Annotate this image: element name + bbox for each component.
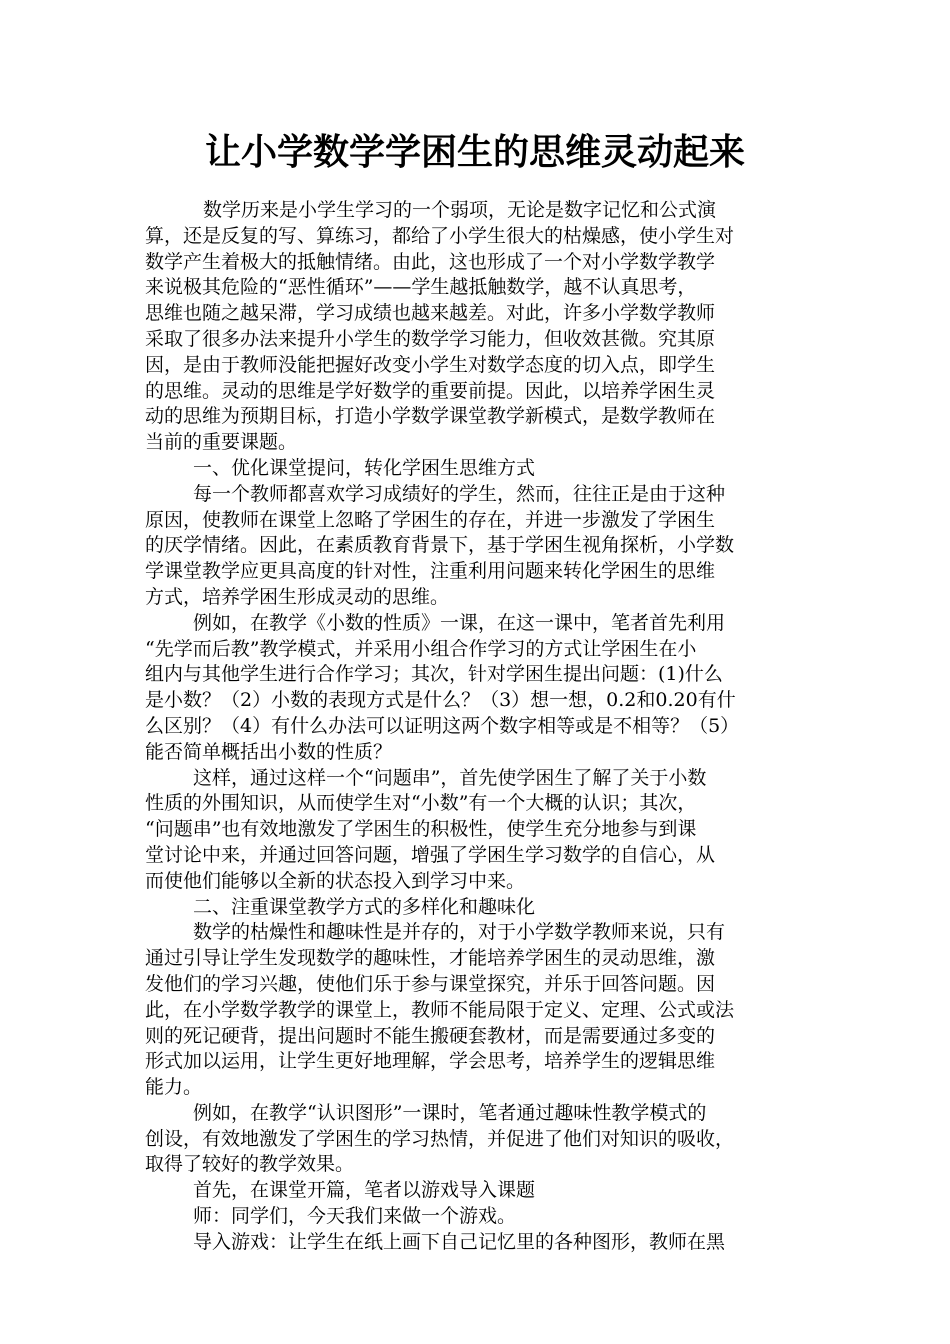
text-line: 数学历来是小学生学习的一个弱项，无论是数字记忆和公式演 [203,199,717,221]
text-line: 首先，在课堂开篇，笔者以游戏导入课题 [193,1179,536,1202]
text-line: 则的死记硬背，提出问题时不能生搬硬套教材，而是需要通过多变的 [145,1024,716,1047]
text-line: 数学的枯燥性和趣味性是并存的，对于小学数学教师来说，只有 [193,921,726,944]
text-line: 数学产生着极大的抵触情绪。由此，这也形成了一个对小学数学教学 [145,250,716,273]
text-line: 方式，培养学困生形成灵动的思维。 [145,585,450,608]
text-line: 来说极其危险的“恶性循环”——学生越抵触数学，越不认真思考， [145,276,697,299]
text-line: 能否简单概括出小数的性质？ [145,740,393,763]
text-line: “问题串”也有效地激发了学困生的积极性，使学生充分地参与到课 [145,818,697,841]
document-body [145,198,813,1256]
text-line: 例如，在教学“认识图形”一课时，笔者通过趣味性教学模式的 [193,1101,707,1124]
text-line: 思维也随之越呆滞，学习成绩也越来越差。对此，许多小学数学教师 [145,302,716,325]
text-line: 能力。 [145,1076,203,1099]
text-line: “先学而后教”教学模式，并采用小组合作学习的方式让学困生在小 [145,637,697,660]
text-line: 发他们的学习兴趣，使他们乐于参与课堂探究，并乐于回答问题。因 [145,972,716,995]
text-line: 采取了很多办法来提升小学生的数学学习能力，但收效甚微。究其原 [145,327,716,350]
text-line: 么区别？（4）有什么办法可以证明这两个数字相等或是不相等？（5） [145,714,740,737]
text-line: 导入游戏：让学生在纸上画下自己记忆里的各种图形，教师在黑 [193,1230,726,1253]
text-line: 动的思维为预期目标，打造小学数学课堂教学新模式，是数学教师在 [145,405,716,428]
text-line: 形式加以运用，让学生更好地理解，学会思考，培养学生的逻辑思维 [145,1050,716,1073]
text-line: 创设，有效地激发了学困生的学习热情，并促进了他们对知识的吸收， [145,1127,735,1150]
text-line: 的思维。灵动的思维是学好数学的重要前提。因此，以培养学困生灵 [145,379,716,402]
text-line: 堂讨论中来，并通过回答问题，增强了学困生学习数学的自信心，从 [145,843,716,866]
text-line: 当前的重要课题。 [145,431,298,454]
text-line: 通过引导让学生发现数学的趣味性，才能培养学困生的灵动思维，激 [145,947,716,970]
text-line: 此，在小学数学教学的课堂上，教师不能局限于定义、定理、公式或法 [145,998,735,1021]
text-line: 二、注重课堂教学方式的多样化和趣味化 [193,895,536,918]
text-line: 而使他们能够以全新的状态投入到学习中来。 [145,869,526,892]
text-line: 算，还是反复的写、算练习，都给了小学生很大的枯燥感，使小学生对 [145,224,735,247]
text-line: 组内与其他学生进行合作学习；其次，针对学困生提出问题：(1)什么 [145,663,723,686]
text-line: 的厌学情绪。因此，在素质教育背景下，基于学困生视角探析，小学数 [145,534,735,557]
text-line: 师：同学们，今天我们来做一个游戏。 [193,1205,517,1228]
text-line: 学课堂教学应更具高度的针对性，注重利用问题来转化学困生的思维 [145,560,716,583]
text-line: 每一个教师都喜欢学习成绩好的学生，然而，往往正是由于这种 [193,482,726,505]
text-line: 取得了较好的教学效果。 [145,1153,355,1176]
text-line: 是小数？（2）小数的表现方式是什么？（3）想一想，0.2和0.20有什 [145,689,736,712]
text-line: 一、优化课堂提问，转化学困生思维方式 [193,456,536,479]
text-line: 这样，通过这样一个“问题串”，首先使学困生了解了关于小数 [193,766,707,789]
document-title: 让小学数学学困生的思维灵动起来 [204,131,745,173]
text-line: 原因，使教师在课堂上忽略了学困生的存在，并进一步激发了学困生 [145,508,716,531]
text-line: 例如，在教学《小数的性质》一课，在这一课中，笔者首先利用 [193,611,726,634]
text-line: 因，是由于教师没能把握好改变小学生对数学态度的切入点，即学生 [145,353,716,376]
text-line: 性质的外围知识，从而使学生对“小数”有一个大概的认识；其次， [145,792,697,815]
